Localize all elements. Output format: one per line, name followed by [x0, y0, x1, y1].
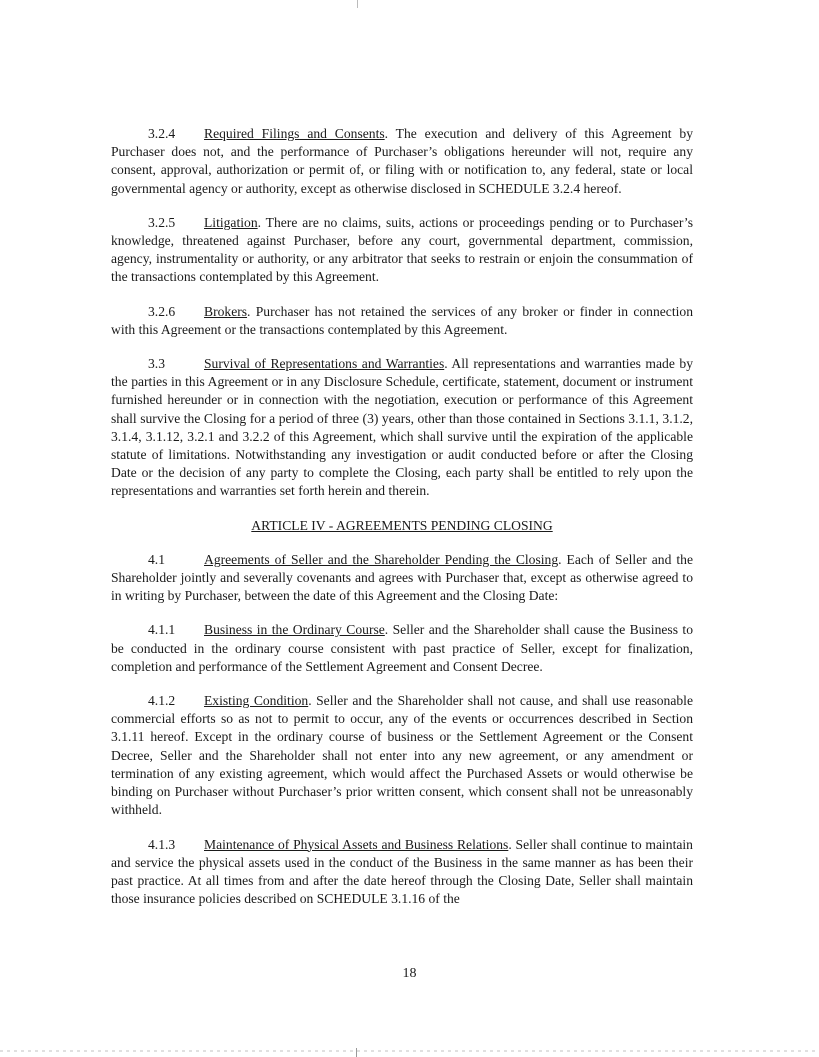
section-heading: Maintenance of Physical Assets and Business Relations: [204, 836, 509, 852]
section-4-1-3: [111, 836, 693, 909]
section-4-1: [111, 551, 693, 606]
section-heading: Survival of Representations and Warranties: [204, 356, 445, 372]
article-heading: ARTICLE IV - AGREEMENTS PENDING CLOSING: [251, 517, 553, 533]
section-body: . There are no claims, suits, actions or proceedings pending or to Purchaser’s knowledge, threatened against Purchaser, before any court, governmental department, commission, agency, instrumentality or authority, or any arbitrator that seeks to restrain or enjoin the consummation of the transactions contemplated by this Agreement.: [111, 214, 693, 285]
section-body: . Seller shall continue to maintain and service the physical assets used in the conduct of the Business in the same manner as has been their past practice. At all times from and after the date hereof through the Closing Date, Seller shall maintain those insurance policies described on SCHEDULE 3.1.16 of the: [111, 836, 693, 907]
section-3-2-5: [111, 214, 693, 287]
section-number: 3.2.6: [148, 303, 176, 319]
section-number: 3.2.4: [148, 126, 176, 141]
section-3-2-4: [111, 125, 693, 198]
section-heading: Required Filings and Consents: [204, 126, 385, 141]
section-body: . Purchaser has not retained the services of any broker or finder in connection with this Agreement or the transactions contemplated by this Agreement.: [111, 303, 693, 337]
section-body: . Each of Seller and the Shareholder jointly and severally covenants and agrees with Purchaser that, except as otherwise agreed to in writing by Purchaser, between the date of this Agreement and the Closing Date:: [111, 551, 693, 604]
section-number: 4.1: [148, 551, 165, 567]
section-body: . Seller and the Shareholder shall cause the Business to be conducted in the ordinary course consistent with past practice of Seller, except for finalization, completion and performance of the Settlement Agreement and Consent Decree.: [111, 622, 693, 674]
section-body: . Seller and the Shareholder shall not cause, and shall use reasonable commercial efforts so as not to permit to occur, any of the events or occurrences described in Section 3.1.11 hereof. Except in the ordinary course of business or the Settlement Agreement or the Consent Decree, Seller and the Shareholder shall not enter into any new agreement, or any amendment or termination of any existing agreement, which would affect the Purchased Assets or would otherwise be binding on Purchaser without Purchaser’s prior written consent, which consent shall not be unreasonably withheld.: [111, 693, 693, 818]
section-3-2-6: [111, 303, 693, 339]
section-3-3: [111, 355, 693, 501]
page-number: 18: [402, 966, 417, 981]
section-number: 3.2.5: [148, 214, 176, 230]
section-heading: Agreements of Seller and the Shareholder Pending the Closing: [204, 551, 559, 567]
section-4-1-2: [111, 692, 693, 819]
document-page: [111, 125, 693, 924]
section-heading: Brokers: [204, 303, 248, 319]
scan-artifact-bottom: [0, 1050, 819, 1052]
section-4-1-1: [111, 621, 693, 676]
section-number: 3.3: [148, 356, 165, 372]
section-heading: Litigation: [204, 214, 258, 230]
scan-artifact-tick: [356, 1048, 357, 1057]
scan-artifact-top: [357, 0, 358, 8]
section-number: 4.1.3: [148, 836, 176, 852]
section-body: . The execution and delivery of this Agreement by Purchaser does not, and the performance of Purchaser’s obligations hereunder will not, require any consent, approval, authorization or permit of, or filing with or notification to, any federal, state or local governmental agency or authority, except as otherwise disclosed in SCHEDULE 3.2.4 hereof.: [111, 126, 693, 196]
section-heading: Existing Condition: [204, 693, 309, 709]
section-number: 4.1.2: [148, 693, 176, 709]
section-heading: Business in the Ordinary Course: [204, 622, 385, 638]
section-body: . All representations and warranties made by the parties in this Agreement or in any Disclosure Schedule, certificate, statement, document or instrument furnished hereunder or in connection with the negotiation, execution or performance of this Agreement shall survive the Closing for a period of three (3) years, other than those contained in Sections 3.1.1, 3.1.2, 3.1.4, 3.1.12, 3.2.1 and 3.2.2 of this Agreement, which shall survive until the expiration of the applicable statute of limitations. Notwithstanding any investigation or audit conducted before or after the Closing Date or the decision of any party to complete the Closing, each party shall be entitled to rely upon the representations and warranties set forth herein and therein.: [111, 356, 693, 499]
section-number: 4.1.1: [148, 622, 176, 638]
